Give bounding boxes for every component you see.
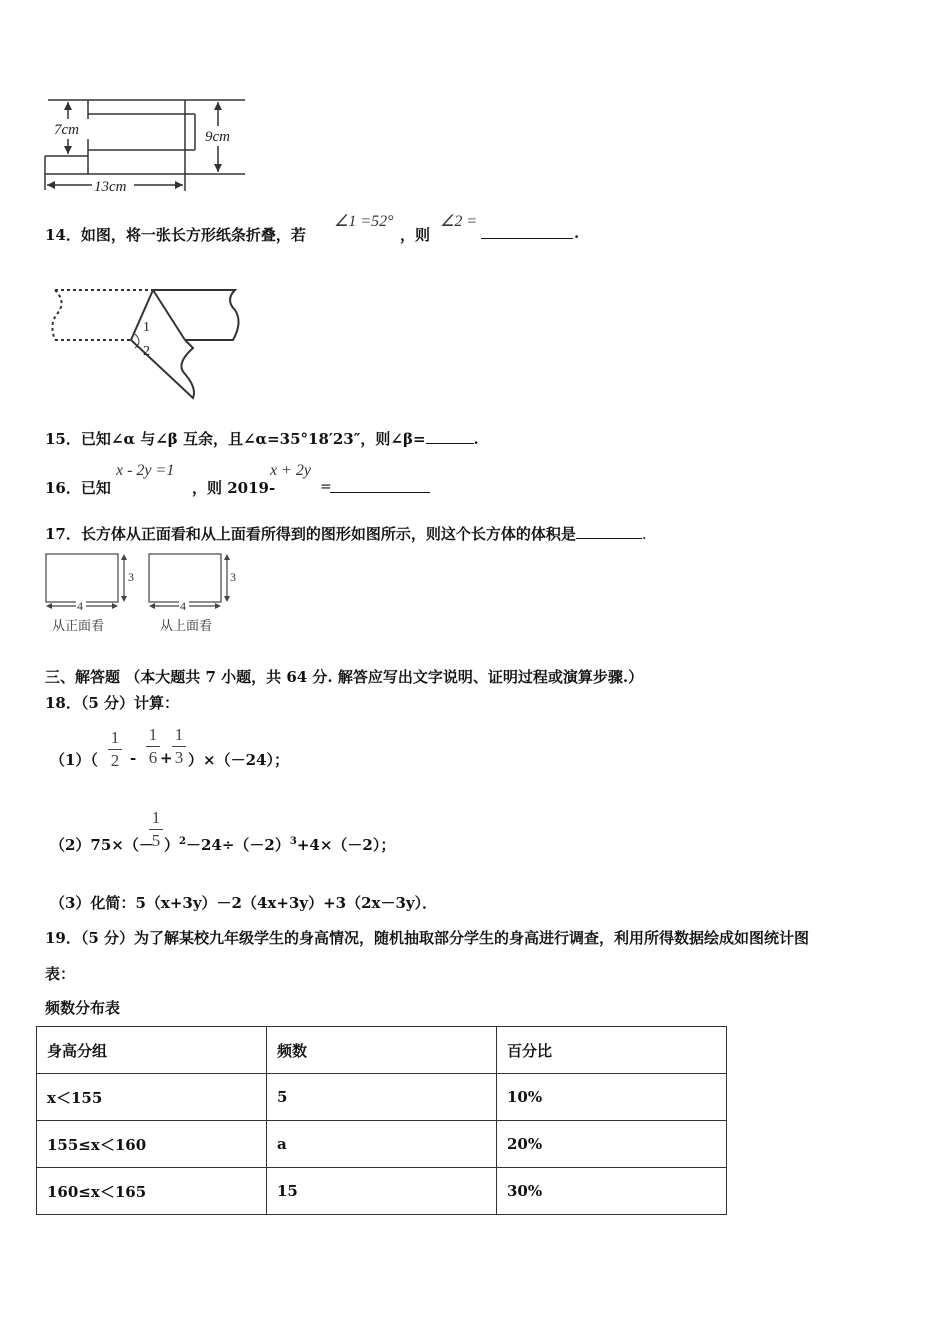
q19-line1: 19．（5 分）为了解某校九年级学生的身高情况，随机抽取部分学生的身高进行调查，利用所得数据绘成如图统计图 bbox=[45, 929, 810, 947]
top-view-caption: 从上面看 bbox=[160, 618, 213, 633]
frequency-table bbox=[36, 1026, 727, 1215]
q18-p1-prefix: （1）（ bbox=[50, 751, 98, 769]
table-header-cell: 百分比 bbox=[497, 1027, 727, 1074]
q18-header: 18．（5 分）计算： bbox=[45, 694, 180, 712]
table-header-cell: 身高分组 bbox=[37, 1027, 267, 1074]
table-row bbox=[37, 1121, 727, 1168]
q16-expr: x + 2y bbox=[270, 462, 311, 479]
q16-answer-blank[interactable] bbox=[330, 476, 430, 493]
section-3-title: 三、解答题 （本大题共 7 小题，共 64 分. 解答应写出文字说明、证明过程或演算步骤.） bbox=[45, 668, 644, 686]
q14-answer-blank[interactable] bbox=[481, 220, 573, 239]
q16-then: ，则 2019- bbox=[192, 479, 276, 497]
frequency-table-title: 频数分布表 bbox=[45, 999, 121, 1017]
q14-number: 14． bbox=[45, 226, 81, 244]
folded-strip-figure bbox=[45, 278, 245, 408]
q14-then: ，则 bbox=[400, 226, 431, 244]
q14-text: 如图，将一张长方形纸条折叠，若 bbox=[80, 226, 306, 244]
table-cell: 5 bbox=[267, 1074, 497, 1121]
q15-text: 15．已知∠α 与∠β 互余，且∠α=35°18′23″，则∠β= bbox=[45, 430, 426, 448]
table-cell: 160≤x＜165 bbox=[37, 1168, 267, 1215]
table-row bbox=[37, 1168, 727, 1215]
rectangle-dimension-figure bbox=[40, 94, 255, 194]
q16-eq: = bbox=[320, 479, 332, 495]
q18-p1-minus: - bbox=[130, 749, 137, 767]
table-row bbox=[37, 1074, 727, 1121]
q14-ask-angle: ∠2 = bbox=[440, 213, 478, 230]
table-cell: x＜155 bbox=[37, 1074, 267, 1121]
table-cell: 10% bbox=[497, 1074, 727, 1121]
fold-label-1: 1 bbox=[143, 320, 150, 335]
label-9cm: 9 bbox=[205, 129, 213, 145]
q17-end: . bbox=[641, 525, 647, 543]
front-width-label: 4 bbox=[77, 599, 83, 613]
table-cell: 20% bbox=[497, 1121, 727, 1168]
top-view-rect bbox=[149, 554, 221, 602]
front-view-rect bbox=[46, 554, 118, 602]
q18-frac-1-5: 1 5 bbox=[149, 808, 163, 851]
q19-line2: 表： bbox=[45, 965, 76, 983]
table-header-cell: 频数 bbox=[267, 1027, 497, 1074]
svg-text:7cm bbox=[54, 122, 79, 138]
top-height-label: 3 bbox=[230, 570, 236, 584]
label-13cm: 13 bbox=[94, 179, 109, 194]
question-15 bbox=[45, 428, 479, 449]
fold-label-2: 2 bbox=[143, 344, 150, 359]
unit-cm-3: cm bbox=[109, 179, 127, 194]
q18-frac-1-2: 1 2 bbox=[108, 728, 122, 771]
table-header-row bbox=[37, 1027, 727, 1074]
unit-cm-1: cm bbox=[61, 122, 79, 138]
question-14 bbox=[45, 224, 306, 245]
label-7cm: 7 bbox=[54, 122, 62, 138]
table-cell: 30% bbox=[497, 1168, 727, 1215]
q18-p3: （3）化简：5（x+3y）－2（4x+3y）+3（2x－3y）． bbox=[50, 894, 438, 912]
q14-end: . bbox=[574, 224, 580, 242]
svg-text:9cm bbox=[205, 129, 230, 145]
q14-given-angle: ∠1 =52° bbox=[334, 213, 394, 230]
table-cell: a bbox=[267, 1121, 497, 1168]
q16-given: x - 2y =1 bbox=[116, 462, 175, 479]
q15-end: . bbox=[473, 430, 479, 448]
front-view-caption: 从正面看 bbox=[52, 618, 105, 633]
q18-p2-tail: ）$^2-24\div(-2)^3+4\times(-2)$； bbox=[164, 836, 396, 854]
q18-p1-plus: + bbox=[160, 749, 173, 767]
q17-answer-blank[interactable] bbox=[576, 524, 642, 539]
top-width-label: 4 bbox=[180, 599, 186, 613]
q16-number: 16．已知 bbox=[45, 479, 111, 497]
table-cell: 155≤x＜160 bbox=[37, 1121, 267, 1168]
table-cell: 15 bbox=[267, 1168, 497, 1215]
q18-p2-prefix: （2）75×（－ bbox=[50, 836, 154, 854]
q18-frac-1-6: 1 6 bbox=[146, 725, 160, 768]
front-height-label: 3 bbox=[128, 570, 134, 584]
q18-p1-suffix: ）×（－24）； bbox=[188, 751, 289, 769]
q18-frac-1-3: 1 3 bbox=[172, 725, 186, 768]
three-view-figure bbox=[40, 548, 250, 638]
question-17 bbox=[45, 523, 647, 544]
q15-answer-blank[interactable] bbox=[426, 429, 474, 444]
q17-text: 17．长方体从正面看和从上面看所得到的图形如图所示，则这个长方体的体积是 bbox=[45, 525, 576, 543]
unit-cm-2: cm bbox=[212, 129, 230, 145]
svg-text:13cm bbox=[94, 179, 127, 194]
